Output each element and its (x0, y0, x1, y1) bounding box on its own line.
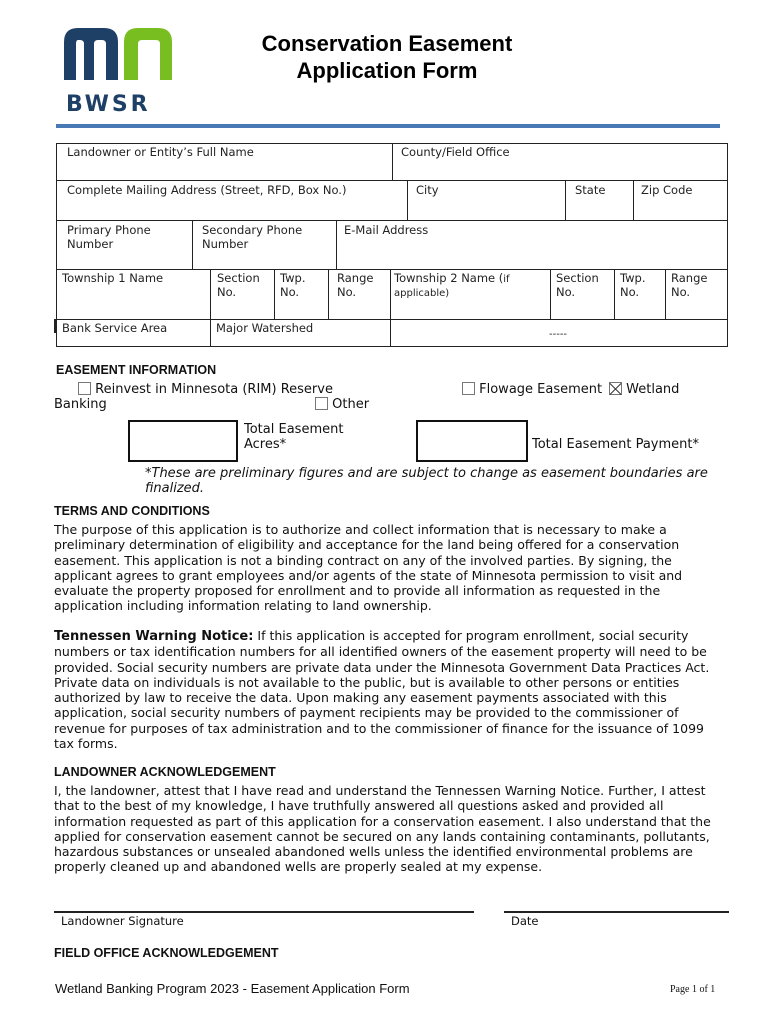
other-label: Other (332, 397, 370, 412)
zip-code-label: Zip Code (641, 183, 693, 197)
landowner-name-field[interactable] (56, 143, 393, 181)
watershed-value: ----- (549, 329, 568, 340)
rim-label-continued: Banking (54, 397, 107, 412)
terms-line: The purpose of this application is to authorize and collect information that is necessary to make a (54, 522, 667, 537)
watershed-value-field[interactable] (390, 319, 728, 347)
township2-if-label: if (503, 274, 510, 285)
tennessen-paragraph (54, 628, 744, 751)
ack-line: hazardous substances or unsealed abandoned wells unless the identified environmental problems are (54, 844, 693, 860)
section2-field[interactable] (550, 269, 615, 320)
rim-label: Reinvest in Minnesota (RIM) Reserve (95, 382, 333, 397)
twp1-label-2: No. (280, 285, 300, 299)
page-number: Page 1 of 1 (670, 984, 716, 995)
flowage-label: Flowage Easement (479, 382, 603, 397)
zip-code-field[interactable] (633, 180, 728, 221)
ack-line: information requested as part of this application for a conservation easement. I also understand that the (54, 813, 711, 829)
tennessen-line: authorized by law to receive the data. Upon making any easement payments associated with this (54, 690, 667, 706)
tennessen-line: application, social security numbers of payment recipients may be provided to the commissioner of (54, 705, 679, 721)
range1-label-1: Range (337, 271, 374, 285)
total-acres-label (244, 422, 343, 452)
township1-name-label: Township 1 Name (62, 271, 164, 285)
date-line[interactable] (504, 911, 729, 913)
landowner-signature-line[interactable] (54, 911, 474, 913)
terms-heading: TERMS AND CONDITIONS (54, 504, 210, 518)
range1-label-2: No. (337, 285, 357, 299)
title-divider (56, 124, 720, 128)
rim-checkbox[interactable] (78, 382, 91, 395)
primary-phone-label-2: Number (67, 237, 114, 251)
city-label: City (416, 183, 439, 197)
logo-text: BWSR (66, 92, 151, 117)
wetland-option[interactable] (609, 382, 679, 397)
field-office-heading: FIELD OFFICE ACKNOWLEDGEMENT (54, 946, 279, 960)
county-office-field[interactable] (392, 143, 728, 181)
section1-label-2: No. (217, 285, 237, 299)
twp1-label-1: Twp. (280, 271, 306, 285)
twp1-field[interactable] (274, 269, 329, 320)
total-acres-label-2: Acres* (244, 437, 287, 452)
bank-service-area-field[interactable] (56, 319, 211, 347)
bwsr-logo-mark (64, 28, 176, 80)
terms-line: application including information relating to land ownership. (54, 598, 432, 614)
tennessen-line: tax forms. (54, 736, 118, 752)
major-watershed-label: Major Watershed (216, 321, 314, 335)
mailing-address-field[interactable] (56, 180, 408, 221)
total-payment-label: Total Easement Payment* (532, 437, 699, 452)
range2-label-2: No. (671, 285, 691, 299)
ack-line: applied for conservation easement cannot be secured on any lands containing contaminants, pollutants, (54, 828, 710, 844)
rim-option[interactable] (78, 382, 333, 397)
title-line-1: Conservation Easement (261, 31, 513, 56)
section1-field[interactable] (210, 269, 275, 320)
wetland-checkbox[interactable] (609, 382, 622, 395)
easement-info-heading: EASEMENT INFORMATION (56, 363, 217, 377)
other-option[interactable] (315, 397, 369, 412)
secondary-phone-label-1: Secondary Phone (202, 223, 303, 237)
preliminary-note-line-1: *These are preliminary figures and are subject to change as easement boundaries are (145, 466, 708, 481)
township2-name-label: Township 2 Name ( (394, 271, 504, 285)
section2-label-1: Section (556, 271, 599, 285)
range2-field[interactable] (665, 269, 728, 320)
tennessen-line: numbers or tax identification numbers for all identified owners of the easement property will need to be (54, 644, 707, 660)
township2-applicable-label: applicable) (394, 288, 450, 299)
tennessen-line: If this application is accepted for program enrollment, social security (253, 628, 689, 643)
ack-line: properly cleaned up and abandoned wells are properly sealed at my expense. (54, 859, 543, 875)
secondary-phone-field[interactable] (192, 220, 337, 270)
terms-line: preliminary determination of eligibility and acceptance for the land being offered for a conservation (54, 537, 680, 553)
landowner-ack-heading: LANDOWNER ACKNOWLEDGEMENT (54, 765, 276, 779)
twp2-label-2: No. (620, 285, 640, 299)
ack-line: I, the landowner, attest that I have read and understand the Tennessen Warning Notice. Further, I attest (54, 783, 706, 798)
tennessen-line: revenue for purposes of tax administration and to the commissioner of finance for the issuance of 1099 (54, 720, 704, 736)
wetland-label: Wetland (626, 382, 680, 397)
landowner-name-label: Landowner or Entity’s Full Name (67, 145, 254, 159)
preliminary-note (145, 466, 708, 496)
range2-label-1: Range (671, 271, 708, 285)
tennessen-line: Private data on individuals is not available to the public, but is available to other persons or entities (54, 674, 680, 690)
secondary-phone-label-2: Number (202, 237, 249, 251)
mailing-address-label: Complete Mailing Address (Street, RFD, Box No.) (67, 183, 347, 197)
section2-label-2: No. (556, 285, 576, 299)
total-payment-input[interactable] (416, 420, 528, 462)
tennessen-heading: Tennessen Warning Notice: (54, 629, 254, 644)
twp2-field[interactable] (614, 269, 666, 320)
city-field[interactable] (407, 180, 566, 221)
date-label: Date (511, 914, 539, 928)
email-label: E-Mail Address (344, 223, 429, 237)
primary-phone-field[interactable] (56, 220, 193, 270)
preliminary-note-line-2: finalized. (145, 481, 205, 496)
terms-line: evaluate the property proposed for enrollment and to provide all information as requested in the (54, 583, 661, 599)
terms-paragraph (54, 522, 734, 614)
county-office-label: County/Field Office (401, 145, 510, 159)
total-acres-input[interactable] (128, 420, 238, 462)
section1-label-1: Section (217, 271, 260, 285)
title-line-2: Application Form (296, 58, 478, 83)
footer-program-title: Wetland Banking Program 2023 - Easement Application Form (55, 981, 410, 996)
logo-n-shape (124, 28, 172, 80)
primary-phone-label-1: Primary Phone (67, 223, 151, 237)
landowner-signature-label: Landowner Signature (61, 914, 184, 928)
total-acres-label-1: Total Easement (244, 422, 344, 437)
tennessen-line: provided. Social security numbers are private data under the Minnesota Government Data Practices Act. (54, 659, 710, 675)
ack-line: that to the best of my knowledge, I have truthfully answered all questions asked and provided all (54, 798, 664, 814)
logo-m-shape (64, 28, 118, 80)
page-title (232, 30, 542, 84)
state-label: State (575, 183, 606, 197)
state-field[interactable] (565, 180, 634, 221)
bank-service-area-label: Bank Service Area (62, 321, 168, 335)
landowner-ack-paragraph (54, 783, 744, 875)
flowage-option[interactable] (462, 382, 602, 397)
major-watershed-field[interactable] (210, 319, 391, 347)
township2-name-field[interactable] (390, 269, 551, 320)
township1-name-field[interactable] (56, 269, 211, 320)
email-field[interactable] (336, 220, 728, 270)
other-checkbox[interactable] (315, 397, 328, 410)
twp2-label-1: Twp. (620, 271, 646, 285)
terms-line: applicant agrees to grant employees and/or agents of the state of Minnesota permission to visit and (54, 567, 683, 583)
range1-field[interactable] (328, 269, 391, 320)
flowage-checkbox[interactable] (462, 382, 475, 395)
terms-line: easement. This application is not a binding contract on any of the involved parties. By signing, the (54, 552, 672, 568)
